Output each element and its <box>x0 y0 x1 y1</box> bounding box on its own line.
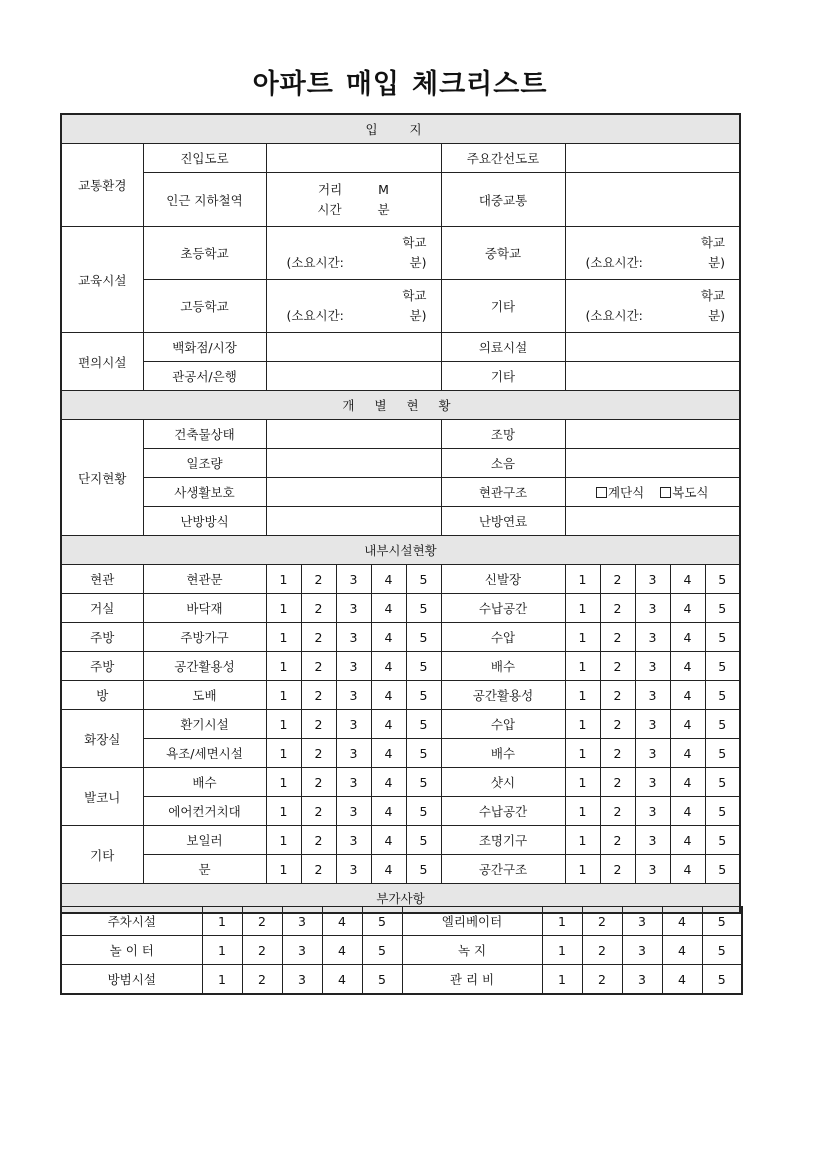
rating-right-1[interactable]: 1 <box>565 710 600 739</box>
corridor-type-option[interactable]: 복도식 <box>660 485 708 500</box>
checkbox[interactable] <box>660 487 671 498</box>
fuel-label: 난방연료 <box>441 507 565 536</box>
noise-value[interactable] <box>565 449 740 478</box>
item-label: 배수 <box>143 768 266 797</box>
medical-label: 의료시설 <box>441 333 565 362</box>
additional-rows <box>61 907 742 995</box>
item-label: 주방가구 <box>143 623 266 652</box>
item-label: 수납공간 <box>441 594 565 623</box>
item-label: 공간구조 <box>441 855 565 884</box>
item-label: 조명기구 <box>441 826 565 855</box>
rating-left-2[interactable]: 2 <box>242 907 282 936</box>
rating-left-5[interactable]: 5 <box>406 710 441 739</box>
rating-right-2[interactable]: 2 <box>582 907 622 936</box>
rating-left-4[interactable]: 4 <box>371 855 406 884</box>
table-row <box>61 855 740 884</box>
room-label: 현관 <box>61 565 143 594</box>
rating-left-4[interactable]: 4 <box>371 681 406 710</box>
rating-right-1[interactable]: 1 <box>565 565 600 594</box>
room-label: 화장실 <box>61 710 143 768</box>
item-label: 수압 <box>441 710 565 739</box>
other-convenience-label: 기타 <box>441 362 565 391</box>
travel-time-label: (소요시간: <box>585 308 643 323</box>
table-row <box>61 907 742 936</box>
travel-time-label: (소요시간: <box>286 308 344 323</box>
item-label: 수납공간 <box>441 797 565 826</box>
other-school-value[interactable] <box>565 280 740 333</box>
minutes-label: 분) <box>409 308 427 323</box>
item-label: 욕조/세면시설 <box>143 739 266 768</box>
rating-left-1[interactable]: 1 <box>266 594 301 623</box>
rating-left-3[interactable]: 3 <box>336 855 371 884</box>
item-label: 엘리베이터 <box>402 907 542 936</box>
item-label: 보일러 <box>143 826 266 855</box>
minutes-label: 분) <box>409 255 427 270</box>
elementary-label: 초등학교 <box>143 227 266 280</box>
rating-right-4[interactable]: 4 <box>670 797 705 826</box>
rating-left-1[interactable]: 1 <box>202 907 242 936</box>
rating-left-5[interactable]: 5 <box>362 907 402 936</box>
room-label: 기타 <box>61 826 143 884</box>
item-label: 배수 <box>441 652 565 681</box>
rating-left-3[interactable]: 3 <box>336 797 371 826</box>
public-transport-label: 대중교통 <box>441 173 565 227</box>
rating-left-5[interactable]: 5 <box>406 652 441 681</box>
rating-right-5[interactable]: 5 <box>705 652 740 681</box>
interior-rows <box>61 565 740 884</box>
rating-right-1[interactable]: 1 <box>565 826 600 855</box>
rating-left-1[interactable]: 1 <box>266 855 301 884</box>
middle-label: 중학교 <box>441 227 565 280</box>
rating-right-3[interactable]: 3 <box>635 710 670 739</box>
item-label: 공간활용성 <box>441 681 565 710</box>
rating-left-2[interactable]: 2 <box>242 965 282 995</box>
stair-type-option[interactable]: 계단식 <box>596 485 644 500</box>
privacy-value[interactable] <box>266 478 441 507</box>
rating-right-2[interactable]: 2 <box>600 710 635 739</box>
rating-right-3[interactable]: 3 <box>622 965 662 995</box>
rating-right-3[interactable]: 3 <box>635 565 670 594</box>
rating-right-4[interactable]: 4 <box>662 907 702 936</box>
high-label: 고등학교 <box>143 280 266 333</box>
rating-left-1[interactable]: 1 <box>266 623 301 652</box>
page-title <box>0 62 800 101</box>
rating-right-2[interactable]: 2 <box>600 565 635 594</box>
entry-road-label: 진입도로 <box>143 144 266 173</box>
rating-right-1[interactable]: 1 <box>565 652 600 681</box>
rating-left-3[interactable]: 3 <box>336 652 371 681</box>
location-header: 입 지 <box>61 114 740 144</box>
rating-left-4[interactable]: 4 <box>371 623 406 652</box>
traffic-label: 교통환경 <box>61 144 143 227</box>
rating-left-5[interactable]: 5 <box>406 623 441 652</box>
rating-left-2[interactable]: 2 <box>301 565 336 594</box>
rating-left-5[interactable]: 5 <box>406 797 441 826</box>
rating-left-2[interactable]: 2 <box>242 936 282 965</box>
rating-left-4[interactable]: 4 <box>371 652 406 681</box>
individual-header: 개 별 현 황 <box>61 391 740 420</box>
sunlight-value[interactable] <box>266 449 441 478</box>
rating-right-3[interactable]: 3 <box>622 907 662 936</box>
rating-right-2[interactable]: 2 <box>600 739 635 768</box>
school-suffix: 학교 <box>700 288 726 303</box>
rating-right-2[interactable]: 2 <box>600 855 635 884</box>
item-label: 도배 <box>143 681 266 710</box>
rating-right-2[interactable]: 2 <box>600 797 635 826</box>
school-suffix: 학교 <box>402 288 427 303</box>
time-label: 시간 <box>317 201 342 217</box>
room-label: 방 <box>61 681 143 710</box>
item-label: 바닥재 <box>143 594 266 623</box>
privacy-label: 사생활보호 <box>143 478 266 507</box>
time-unit: 분 <box>377 201 390 217</box>
item-label: 방범시설 <box>61 965 202 995</box>
rating-left-5[interactable]: 5 <box>406 681 441 710</box>
minutes-label: 분) <box>708 308 726 323</box>
table-row <box>61 965 742 995</box>
table-row <box>61 797 740 826</box>
rating-left-1[interactable]: 1 <box>266 739 301 768</box>
dept-store-label: 백화점/시장 <box>143 333 266 362</box>
rating-left-2[interactable]: 2 <box>301 681 336 710</box>
view-value[interactable] <box>565 420 740 449</box>
rating-left-4[interactable]: 4 <box>322 907 362 936</box>
rating-right-4[interactable]: 4 <box>670 768 705 797</box>
rating-left-1[interactable]: 1 <box>202 965 242 995</box>
item-label: 환기시설 <box>143 710 266 739</box>
rating-right-5[interactable]: 5 <box>705 855 740 884</box>
elementary-value[interactable] <box>266 227 441 280</box>
rating-right-2[interactable]: 2 <box>600 652 635 681</box>
rating-left-1[interactable]: 1 <box>266 681 301 710</box>
main-road-label: 주요간선도로 <box>441 144 565 173</box>
rating-left-4[interactable]: 4 <box>371 826 406 855</box>
rating-left-5[interactable]: 5 <box>406 768 441 797</box>
rating-right-3[interactable]: 3 <box>635 855 670 884</box>
rating-left-4[interactable]: 4 <box>371 768 406 797</box>
rating-left-3[interactable]: 3 <box>282 936 322 965</box>
distance-unit: M <box>378 181 389 197</box>
rating-right-2[interactable]: 2 <box>600 826 635 855</box>
entry-road-value[interactable] <box>266 144 441 173</box>
rating-left-2[interactable]: 2 <box>301 710 336 739</box>
entrance-structure-options <box>565 478 740 507</box>
heating-value[interactable] <box>266 507 441 536</box>
additional-header: 부가사항 <box>61 884 740 914</box>
rating-right-1[interactable]: 1 <box>565 797 600 826</box>
rating-right-5[interactable]: 5 <box>702 936 742 965</box>
rating-right-5[interactable]: 5 <box>705 797 740 826</box>
checklist-table <box>60 113 741 914</box>
rating-left-2[interactable]: 2 <box>301 623 336 652</box>
title-word: 아파트 <box>252 69 334 100</box>
rating-right-5[interactable]: 5 <box>705 739 740 768</box>
rating-right-3[interactable]: 3 <box>622 936 662 965</box>
rating-right-5[interactable]: 5 <box>705 826 740 855</box>
view-label: 조망 <box>441 420 565 449</box>
rating-right-1[interactable]: 1 <box>565 739 600 768</box>
rating-left-2[interactable]: 2 <box>301 768 336 797</box>
dept-store-value[interactable] <box>266 333 441 362</box>
rating-right-1[interactable]: 1 <box>565 855 600 884</box>
rating-right-2[interactable]: 2 <box>600 623 635 652</box>
rating-left-4[interactable]: 4 <box>371 797 406 826</box>
rating-left-3[interactable]: 3 <box>282 907 322 936</box>
building-value[interactable] <box>266 420 441 449</box>
table-row <box>61 565 740 594</box>
public-transport-value[interactable] <box>565 173 740 227</box>
rating-right-2[interactable]: 2 <box>582 965 622 995</box>
rating-right-3[interactable]: 3 <box>635 826 670 855</box>
rating-right-5[interactable]: 5 <box>705 623 740 652</box>
rating-left-4[interactable]: 4 <box>322 965 362 995</box>
rating-right-4[interactable]: 4 <box>670 710 705 739</box>
fuel-value[interactable] <box>565 507 740 536</box>
office-label: 관공서/은행 <box>143 362 266 391</box>
rating-right-1[interactable]: 1 <box>565 681 600 710</box>
school-suffix: 학교 <box>402 235 427 250</box>
item-label: 주차시설 <box>61 907 202 936</box>
rating-right-1[interactable]: 1 <box>565 594 600 623</box>
rating-right-1[interactable]: 1 <box>565 623 600 652</box>
office-value[interactable] <box>266 362 441 391</box>
rating-right-5[interactable]: 5 <box>705 710 740 739</box>
middle-value[interactable] <box>565 227 740 280</box>
rating-right-3[interactable]: 3 <box>635 681 670 710</box>
rating-left-5[interactable]: 5 <box>406 565 441 594</box>
rating-left-5[interactable]: 5 <box>406 855 441 884</box>
item-label: 현관문 <box>143 565 266 594</box>
subway-value[interactable] <box>266 173 441 227</box>
rating-left-3[interactable]: 3 <box>336 594 371 623</box>
rating-left-3[interactable]: 3 <box>336 710 371 739</box>
additional-table <box>60 906 743 995</box>
item-label: 놀 이 터 <box>61 936 202 965</box>
item-label: 관 리 비 <box>402 965 542 995</box>
rating-right-3[interactable]: 3 <box>635 594 670 623</box>
high-value[interactable] <box>266 280 441 333</box>
table-row <box>61 739 740 768</box>
rating-left-3[interactable]: 3 <box>336 768 371 797</box>
interior-header: 내부시설현황 <box>61 536 740 565</box>
other-school-label: 기타 <box>441 280 565 333</box>
rating-left-5[interactable]: 5 <box>362 936 402 965</box>
rating-right-4[interactable]: 4 <box>670 594 705 623</box>
rating-left-5[interactable]: 5 <box>406 739 441 768</box>
table-row <box>61 710 740 739</box>
rating-right-1[interactable]: 1 <box>565 768 600 797</box>
rating-right-5[interactable]: 5 <box>705 768 740 797</box>
rating-right-1[interactable]: 1 <box>542 965 582 995</box>
rating-left-3[interactable]: 3 <box>336 565 371 594</box>
rating-right-4[interactable]: 4 <box>670 826 705 855</box>
table-row <box>61 768 740 797</box>
table-row <box>61 936 742 965</box>
rating-left-4[interactable]: 4 <box>371 594 406 623</box>
rating-left-3[interactable]: 3 <box>336 681 371 710</box>
rating-right-2[interactable]: 2 <box>582 936 622 965</box>
rating-left-4[interactable]: 4 <box>371 710 406 739</box>
rating-left-1[interactable]: 1 <box>266 710 301 739</box>
convenience-label: 편의시설 <box>61 333 143 391</box>
item-label: 에어컨거치대 <box>143 797 266 826</box>
table-row <box>61 594 740 623</box>
rating-left-1[interactable]: 1 <box>266 565 301 594</box>
main-road-value[interactable] <box>565 144 740 173</box>
checkbox[interactable] <box>596 487 607 498</box>
medical-value[interactable] <box>565 333 740 362</box>
rating-right-4[interactable]: 4 <box>670 652 705 681</box>
rating-left-4[interactable]: 4 <box>371 739 406 768</box>
school-suffix: 학교 <box>700 235 726 250</box>
title-word: 매입 <box>345 69 400 100</box>
travel-time-label: (소요시간: <box>585 255 643 270</box>
rating-right-4[interactable]: 4 <box>662 936 702 965</box>
rating-left-2[interactable]: 2 <box>301 855 336 884</box>
item-label: 배수 <box>441 739 565 768</box>
noise-label: 소음 <box>441 449 565 478</box>
item-label: 공간활용성 <box>143 652 266 681</box>
rating-left-5[interactable]: 5 <box>406 826 441 855</box>
rating-right-3[interactable]: 3 <box>635 623 670 652</box>
table-row <box>61 623 740 652</box>
rating-left-3[interactable]: 3 <box>336 826 371 855</box>
item-label: 문 <box>143 855 266 884</box>
other-convenience-value[interactable] <box>565 362 740 391</box>
education-label: 교육시설 <box>61 227 143 333</box>
rating-left-2[interactable]: 2 <box>301 826 336 855</box>
rating-right-4[interactable]: 4 <box>670 739 705 768</box>
rating-right-4[interactable]: 4 <box>670 681 705 710</box>
rating-right-4[interactable]: 4 <box>662 965 702 995</box>
rating-right-5[interactable]: 5 <box>705 681 740 710</box>
rating-left-3[interactable]: 3 <box>282 965 322 995</box>
table-row <box>61 681 740 710</box>
heating-label: 난방방식 <box>143 507 266 536</box>
rating-right-4[interactable]: 4 <box>670 565 705 594</box>
rating-right-2[interactable]: 2 <box>600 594 635 623</box>
item-label: 녹 지 <box>402 936 542 965</box>
building-label: 건축물상태 <box>143 420 266 449</box>
rating-left-1[interactable]: 1 <box>266 768 301 797</box>
rating-left-5[interactable]: 5 <box>406 594 441 623</box>
rating-left-3[interactable]: 3 <box>336 623 371 652</box>
rating-right-4[interactable]: 4 <box>670 623 705 652</box>
title-word: 체크리스트 <box>412 69 548 100</box>
rating-left-1[interactable]: 1 <box>266 652 301 681</box>
rating-left-4[interactable]: 4 <box>322 936 362 965</box>
room-label: 주방 <box>61 623 143 652</box>
item-label: 샷시 <box>441 768 565 797</box>
item-label: 신발장 <box>441 565 565 594</box>
table-row <box>61 652 740 681</box>
rating-left-2[interactable]: 2 <box>301 797 336 826</box>
table-row <box>61 826 740 855</box>
rating-right-1[interactable]: 1 <box>542 936 582 965</box>
entrance-structure-label: 현관구조 <box>441 478 565 507</box>
rating-left-2[interactable]: 2 <box>301 594 336 623</box>
rating-left-1[interactable]: 1 <box>266 797 301 826</box>
item-label: 수압 <box>441 623 565 652</box>
travel-time-label: (소요시간: <box>286 255 344 270</box>
room-label: 거실 <box>61 594 143 623</box>
rating-left-2[interactable]: 2 <box>301 652 336 681</box>
room-label: 발코니 <box>61 768 143 826</box>
distance-label: 거리 <box>318 181 343 197</box>
complex-label: 단지현황 <box>61 420 143 536</box>
rating-left-5[interactable]: 5 <box>362 965 402 995</box>
rating-right-5[interactable]: 5 <box>702 907 742 936</box>
rating-right-5[interactable]: 5 <box>705 594 740 623</box>
rating-left-1[interactable]: 1 <box>202 936 242 965</box>
rating-right-5[interactable]: 5 <box>702 965 742 995</box>
rating-right-3[interactable]: 3 <box>635 797 670 826</box>
rating-right-2[interactable]: 2 <box>600 768 635 797</box>
rating-right-3[interactable]: 3 <box>635 768 670 797</box>
minutes-label: 분) <box>708 255 726 270</box>
room-label: 주방 <box>61 652 143 681</box>
rating-right-5[interactable]: 5 <box>705 565 740 594</box>
rating-left-3[interactable]: 3 <box>336 739 371 768</box>
rating-right-2[interactable]: 2 <box>600 681 635 710</box>
rating-right-3[interactable]: 3 <box>635 652 670 681</box>
subway-label: 인근 지하철역 <box>143 173 266 227</box>
rating-left-4[interactable]: 4 <box>371 565 406 594</box>
rating-right-3[interactable]: 3 <box>635 739 670 768</box>
rating-right-4[interactable]: 4 <box>670 855 705 884</box>
rating-left-2[interactable]: 2 <box>301 739 336 768</box>
rating-right-1[interactable]: 1 <box>542 907 582 936</box>
sunlight-label: 일조량 <box>143 449 266 478</box>
rating-left-1[interactable]: 1 <box>266 826 301 855</box>
